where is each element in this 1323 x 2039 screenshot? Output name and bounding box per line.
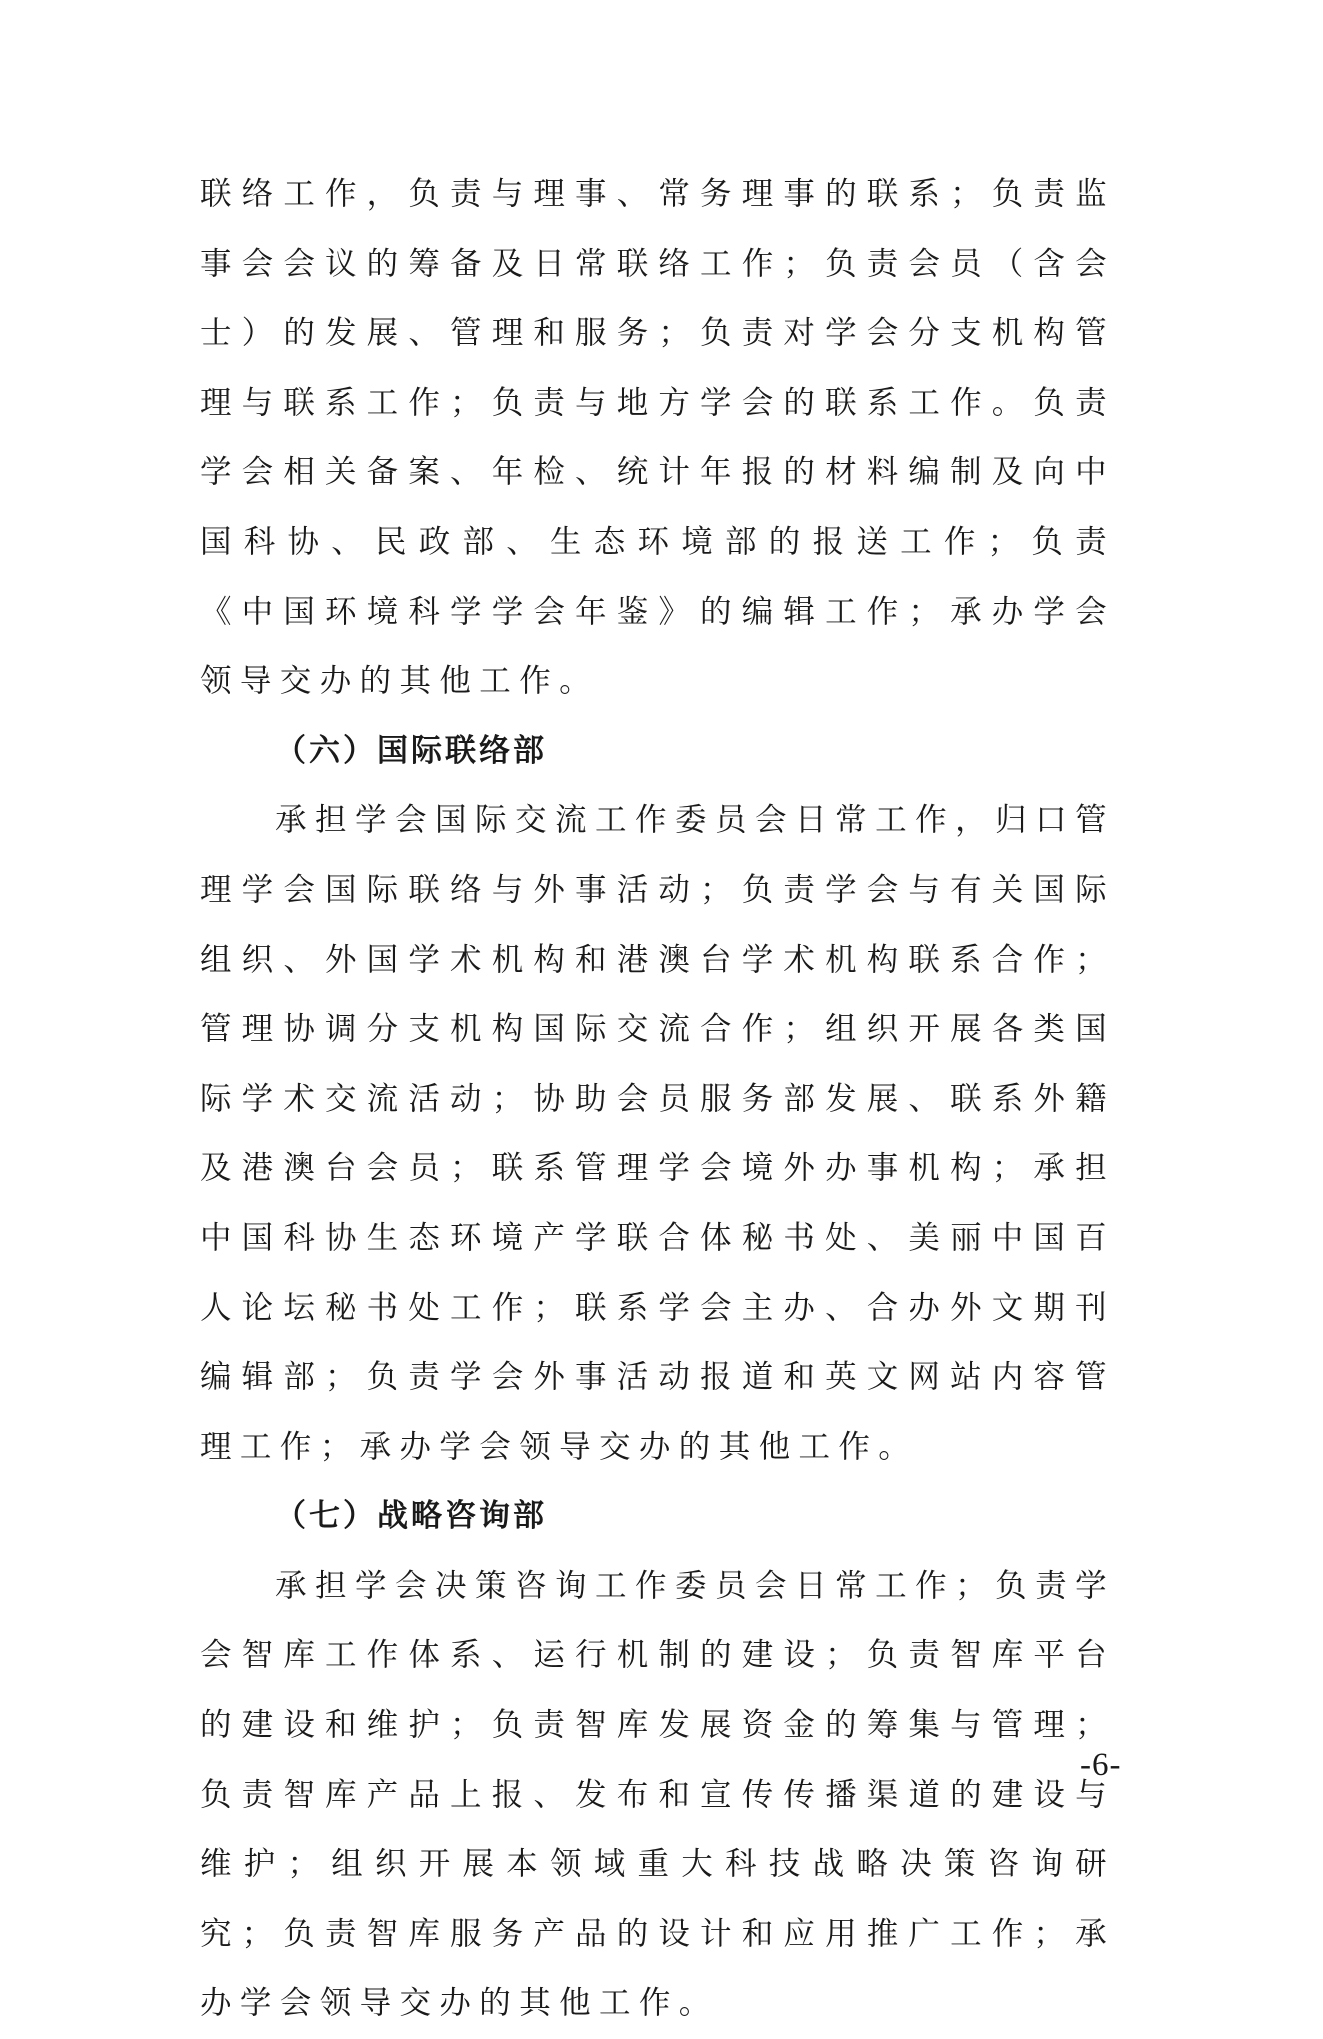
heading-international-liaison: （六）国际联络部 — [275, 732, 547, 769]
heading-strategic-consulting: （七）战略咨询部 — [275, 1498, 547, 1535]
page-number: -6- — [1080, 1747, 1122, 1783]
paragraph-strategic-consulting-duties: 承担学会决策咨询工作委员会日常工作；负责学会智库工作体系、运行机制的建设；负责智库平台的建设和维护；负责智库发展资金的筹集与管理；负责智库产品上报、发布和宣传传播渠道的建设与维护；组织开展本领域重大科技战略决策咨询研究；负责智库服务产品的设计和应用推广工作；承办学会领导交办的其他工作。 — [200, 1567, 1115, 2022]
paragraph-member-services-duties: 联络工作，负责与理事、常务理事的联系；负责监事会会议的筹备及日常联络工作；负责会员（含会士）的发展、管理和服务；负责对学会分支机构管理与联系工作；负责与地方学会的联系工作。负责学会相关备案、年检、统计年报的材料编制及向中国科协、民政部、生态环境部的报送工作；负责《中国环境科学学会年鉴》的编辑工作；承办学会领导交办的其他工作。 — [200, 176, 1115, 700]
paragraph-international-liaison-duties: 承担学会国际交流工作委员会日常工作，归口管理学会国际联络与外事活动；负责学会与有关国际组织、外国学术机构和港澳台学术机构联系合作；管理协调分支机构国际交流合作；组织开展各类国际学术交流活动；协助会员服务部发展、联系外籍及港澳台会员；联系管理学会境外办事机构；承担中国科协生态环境产学联合体秘书处、美丽中国百人论坛秘书处工作；联系学会主办、合办外文期刊编辑部；负责学会外事活动报道和英文网站内容管理工作；承办学会领导交办的其他工作。 — [200, 802, 1115, 1465]
document-body — [200, 160, 1115, 2039]
